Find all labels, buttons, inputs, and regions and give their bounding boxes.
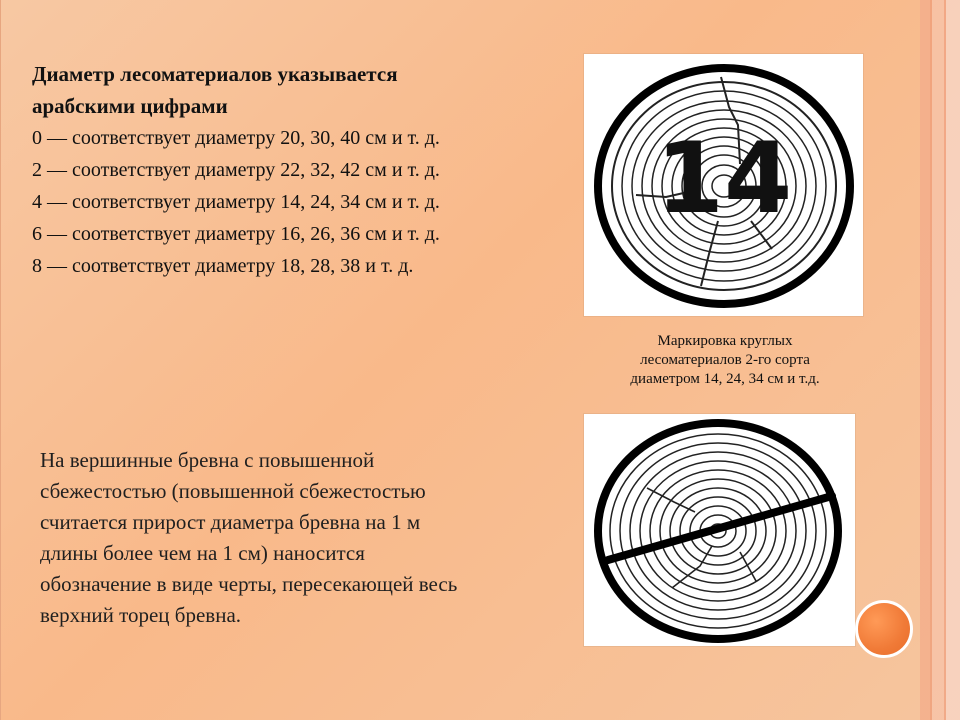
top-title-line-2: арабскими цифрами bbox=[32, 94, 228, 118]
bottom-text-line-6: верхний торец бревна. bbox=[40, 603, 242, 627]
bottom-text-line-3: считается прирост диаметра бревна на 1 м bbox=[40, 510, 421, 534]
bottom-text-line-5: обозначение в виде черты, пересекающей весь bbox=[40, 572, 458, 596]
top-title-line-1: Диаметр лесоматериалов указывается bbox=[32, 62, 398, 86]
bottom-log-image bbox=[584, 414, 855, 646]
decorative-orange-circle bbox=[855, 600, 913, 658]
log-mark-number: 14 bbox=[655, 122, 793, 236]
bottom-text-line-4: длины более чем на 1 см) наносится bbox=[40, 541, 365, 565]
top-log-image bbox=[584, 54, 863, 316]
caption-line-2: лесоматериалов 2-го сорта bbox=[640, 352, 810, 368]
bottom-text-block bbox=[40, 445, 572, 631]
bottom-text-line-1: На вершинные бревна с повышенной bbox=[40, 448, 375, 472]
top-image-caption bbox=[590, 332, 860, 389]
bottom-text-line-2: сбежестостью (повышенной сбежестостью bbox=[40, 479, 426, 503]
diameter-line-6: 6 — соответствует диаметру 16, 26, 36 см и т. д. bbox=[32, 223, 440, 245]
bottom-log-illustration bbox=[584, 414, 855, 646]
diameter-line-2: 2 — соответствует диаметру 22, 32, 42 см и т. д. bbox=[32, 159, 440, 181]
right-decor-stripes bbox=[920, 0, 960, 720]
caption-line-3: диаметром 14, 24, 34 см и т.д. bbox=[630, 371, 820, 387]
caption-line-1: Маркировка круглых bbox=[657, 333, 793, 349]
diameter-line-0: 0 — соответствует диаметру 20, 30, 40 см и т. д. bbox=[32, 127, 440, 149]
diameter-line-8: 8 — соответствует диаметру 18, 28, 38 и т. д. bbox=[32, 255, 414, 277]
top-log-illustration bbox=[584, 54, 863, 316]
top-text-block bbox=[32, 58, 580, 282]
diameter-line-4: 4 — соответствует диаметру 14, 24, 34 см и т. д. bbox=[32, 191, 440, 213]
